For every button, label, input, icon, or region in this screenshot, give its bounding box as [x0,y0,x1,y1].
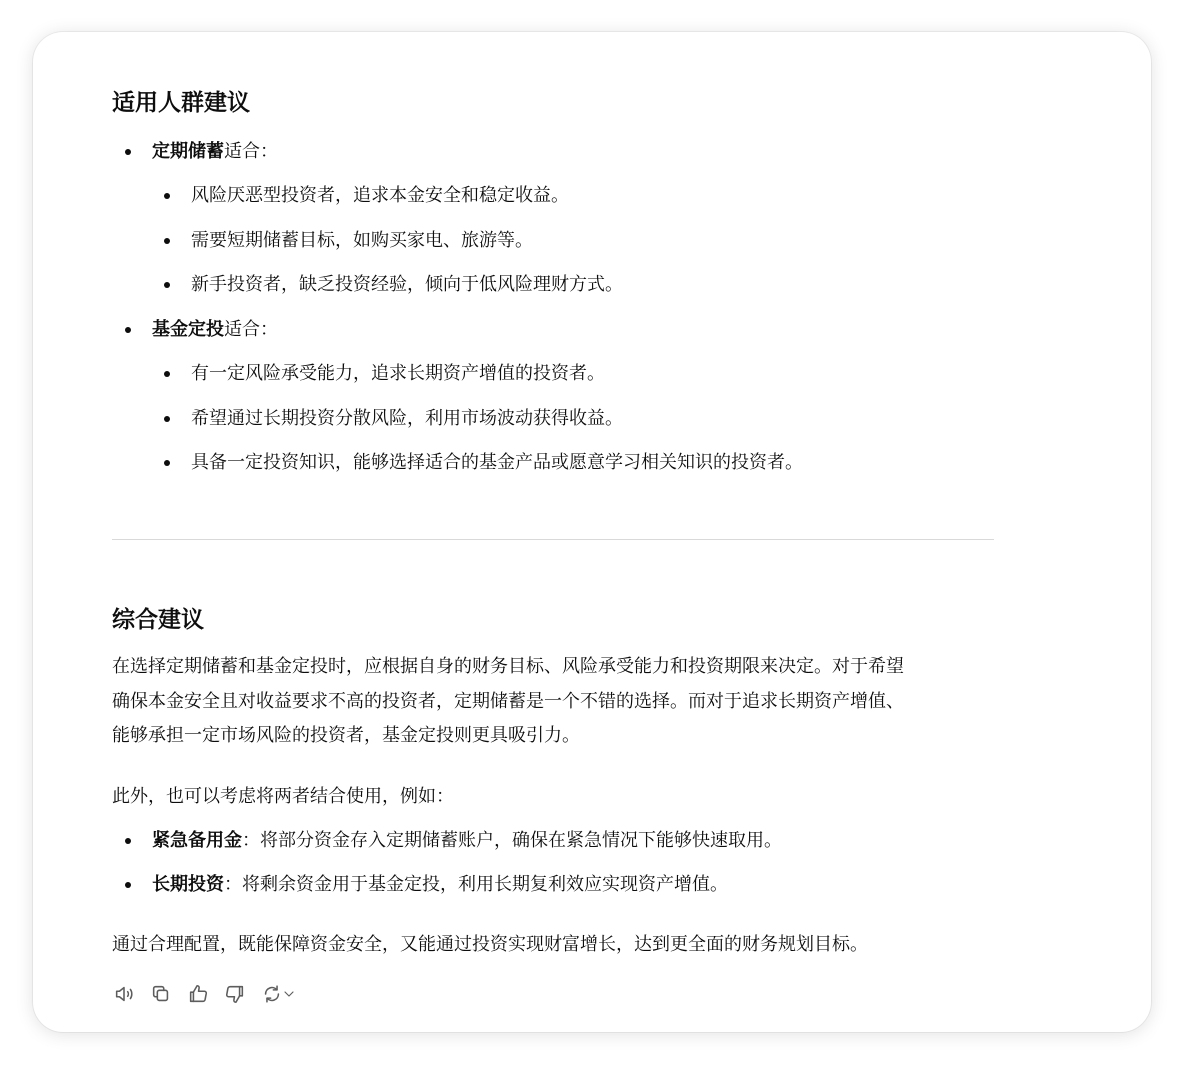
summary-paragraph: 在选择定期储蓄和基金定投时，应根据自身的财务目标、风险承受能力和投资期限来决定。对于希望 确保本金安全且对收益要求不高的投资者，定期储蓄是一个不错的选择。而对于追求长期资产增值、 能够承担一定市场风险的投资者，基金定投则更具吸引力。 [112,656,904,746]
list-item-label: 基金定投 [152,319,224,340]
list-item: 风险厌恶型投资者，追求本金安全和稳定收益。 [191,182,569,210]
divider [112,539,994,540]
chevron-down-icon [281,986,297,1002]
thumbs-down-icon [224,983,246,1005]
list-item: 新手投资者，缺乏投资经验，倾向于低风险理财方式。 [191,271,623,299]
list-item-label: 长期投资 [152,874,224,895]
good-response-button[interactable] [186,982,210,1006]
bad-response-button[interactable] [223,982,247,1006]
conclusion-paragraph: 通过合理配置，既能保障资金安全，又能通过投资实现财富增长，达到更全面的财务规划目标。 [112,934,868,955]
copy-button[interactable] [149,982,173,1006]
list-item-emergency-fund: 紧急备用金：将部分资金存入定期储蓄账户，确保在紧急情况下能够快速取用。 [152,827,782,855]
list-item: 具备一定投资知识，能够选择适合的基金产品或愿意学习相关知识的投资者。 [191,449,803,477]
model-switch-dropdown[interactable] [280,982,298,1006]
list-item: 希望通过长期投资分散风险，利用市场波动获得收益。 [191,405,623,433]
list-item-label: 定期储蓄 [152,141,224,162]
list-item-long-term: 长期投资：将剩余资金用于基金定投，利用长期复利效应实现资产增值。 [152,871,728,899]
thumbs-up-icon [187,983,209,1005]
list-item: 有一定风险承受能力，追求长期资产增值的投资者。 [191,360,605,388]
combo-intro-paragraph: 此外，也可以考虑将两者结合使用，例如： [112,786,454,807]
list-item-label: 紧急备用金 [152,830,242,851]
copy-icon [150,983,172,1005]
speaker-icon [113,983,135,1005]
section-title-audience: 适用人群建议 [112,90,250,116]
section-title-summary: 综合建议 [112,607,204,633]
list-item-savings: 定期储蓄适合： [152,138,278,166]
list-item-fund: 基金定投适合： [152,316,278,344]
list-item: 需要短期储蓄目标，如购买家电、旅游等。 [191,227,533,255]
assistant-message-card [33,32,1151,1032]
read-aloud-button[interactable] [112,982,136,1006]
